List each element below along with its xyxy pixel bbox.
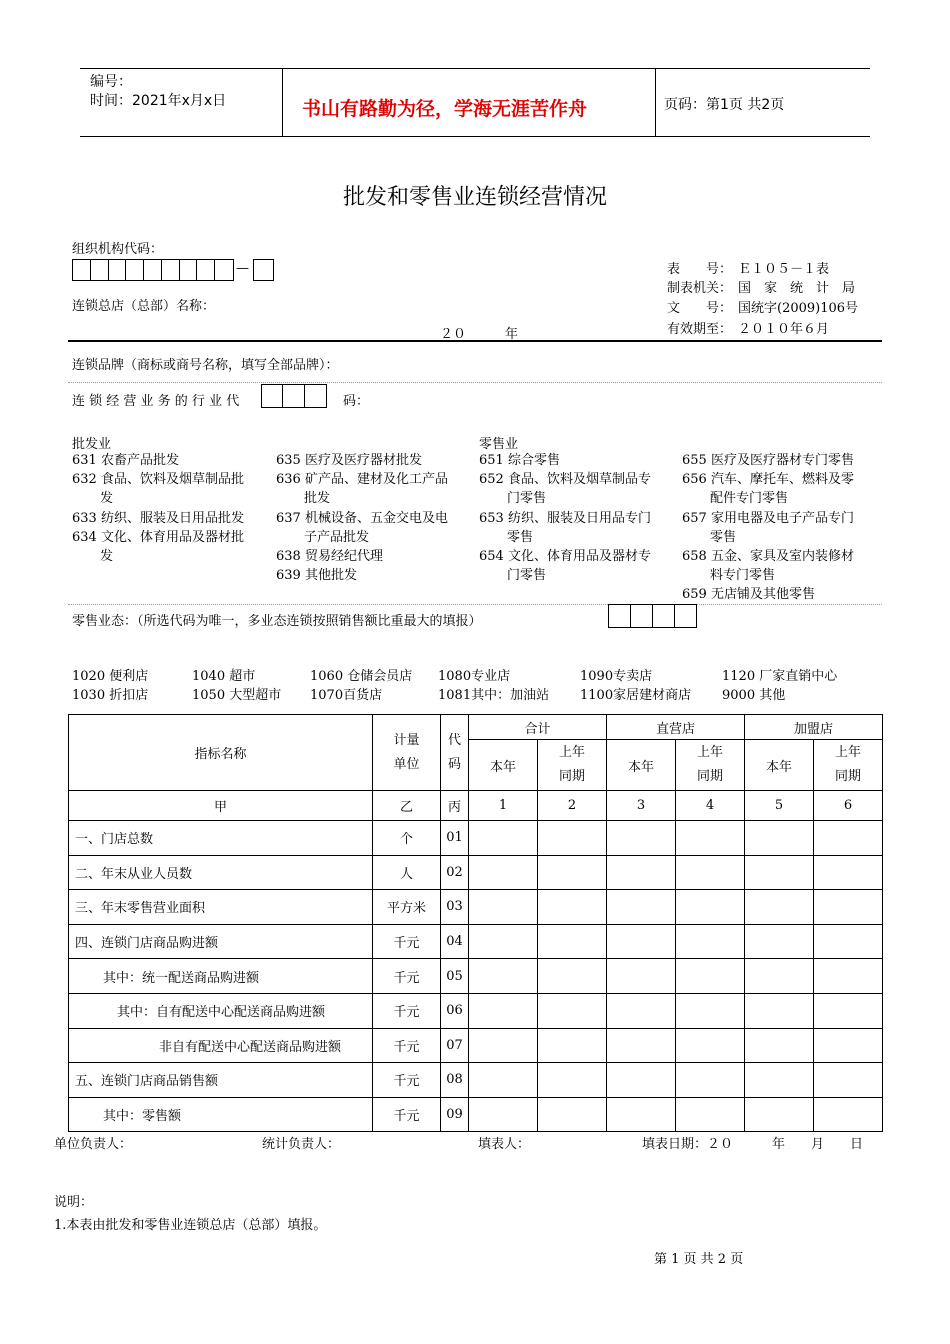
doc-no-label: 文 号： — [667, 301, 733, 316]
format-item: 1081其中：加油站 — [438, 688, 550, 703]
value-entry-cell[interactable] — [607, 821, 676, 856]
format-item: 1050 大型超市 — [192, 688, 282, 703]
industry-code-item: 651 综合零售 — [479, 453, 560, 468]
indicator-name: 三、年末零售营业面积 — [69, 890, 373, 925]
org-code-dash: — — [236, 261, 249, 276]
industry-code-item: 633 纺织、服装及日用品批发 — [72, 510, 244, 526]
wholesale-header: 批发业 — [72, 437, 112, 452]
format-item: 1040 超市 — [192, 669, 256, 684]
industry-code-item: 632 食品、饮料及烟草制品批 — [72, 472, 244, 488]
indicator-name: 其中：自有配送中心配送商品购进额 — [69, 993, 373, 1028]
industry-code-item: 发 — [100, 491, 114, 507]
format-item: 1080专业店 — [438, 669, 511, 684]
indicator-code: 05 — [441, 959, 469, 994]
value-entry-cell[interactable] — [676, 959, 745, 994]
industry-code-boxes[interactable] — [261, 384, 327, 408]
value-entry-cell[interactable] — [607, 890, 676, 925]
doc-no: 国统字(2009)106号 — [738, 301, 859, 316]
value-entry-cell[interactable] — [538, 924, 607, 959]
value-entry-cell[interactable] — [607, 1097, 676, 1132]
column-label-cell: 丙 — [441, 791, 469, 821]
industry-col-4 — [682, 451, 854, 605]
value-entry-cell[interactable] — [538, 959, 607, 994]
table-row — [69, 1063, 883, 1098]
value-entry-cell[interactable] — [814, 1063, 883, 1098]
value-entry-cell[interactable] — [814, 890, 883, 925]
value-entry-cell[interactable] — [607, 855, 676, 890]
industry-col-3 — [479, 451, 651, 585]
indicator-table — [68, 714, 883, 1132]
indicator-unit: 千元 — [373, 1097, 441, 1132]
table-row — [69, 855, 883, 890]
value-entry-cell[interactable] — [538, 821, 607, 856]
brand-divider — [68, 382, 882, 383]
format-item: 1060 仓储会员店 — [310, 669, 413, 684]
indicator-name: 其中：零售额 — [69, 1097, 373, 1132]
value-entry-cell[interactable] — [538, 1028, 607, 1063]
format-item: 1020 便利店 — [72, 669, 149, 684]
value-entry-cell[interactable] — [745, 993, 814, 1028]
industry-code-item: 656 汽车、摩托车、燃料及零 — [682, 472, 854, 488]
value-entry-cell[interactable] — [538, 890, 607, 925]
value-entry-cell[interactable] — [538, 993, 607, 1028]
retail-header: 零售业 — [479, 437, 519, 452]
industry-label: 连 锁 经 营 业 务 的 行 业 代 — [72, 394, 240, 409]
industry-code-item: 批发 — [304, 491, 331, 507]
retail-format-cell[interactable] — [675, 605, 696, 627]
format-item: 1070百货店 — [310, 688, 383, 703]
retail-format-boxes[interactable] — [608, 604, 697, 628]
industry-divider — [68, 604, 882, 605]
slogan: 书山有路勤为径，学海无涯苦作舟 — [302, 98, 588, 120]
industry-code-item: 料专门零售 — [710, 568, 776, 584]
org-code-cell[interactable] — [144, 260, 162, 280]
value-entry-cell[interactable] — [745, 1097, 814, 1132]
org-code-cell[interactable] — [109, 260, 127, 280]
indicator-unit: 人 — [373, 855, 441, 890]
value-entry-cell[interactable] — [676, 890, 745, 925]
org-code-cell[interactable] — [162, 260, 180, 280]
value-entry-cell[interactable] — [676, 924, 745, 959]
industry-code-item: 637 机械设备、五金交电及电 — [276, 510, 448, 526]
value-entry-cell[interactable] — [469, 1063, 538, 1098]
col-header-unit: 计量 单位 — [373, 715, 441, 791]
indicator-code: 08 — [441, 1063, 469, 1098]
fill-date-label: 填表日期：２０ 年 月 日 — [642, 1137, 864, 1152]
retail-format-label: 零售业态：（所选代码为唯一，多业态连锁按照销售额比重最大的填报） — [72, 614, 482, 629]
value-entry-cell[interactable] — [469, 890, 538, 925]
group-header-total: 合计 — [469, 715, 607, 740]
column-label-cell: 乙 — [373, 791, 441, 821]
table-no: Ｅ１０５－１表 — [738, 262, 830, 277]
column-label-cell: 5 — [745, 791, 814, 821]
column-label-cell: 2 — [538, 791, 607, 821]
format-item: 1090专卖店 — [580, 669, 653, 684]
value-entry-cell[interactable] — [538, 1097, 607, 1132]
value-entry-cell[interactable] — [745, 959, 814, 994]
column-label-cell: 4 — [676, 791, 745, 821]
report-year: ２０ 年 — [440, 327, 519, 342]
industry-code-item: 655 医疗及医疗器材专门零售 — [682, 453, 854, 468]
org-code-cell[interactable] — [91, 260, 109, 280]
org-code-cell[interactable] — [126, 260, 144, 280]
industry-code-item: 子产品批发 — [304, 529, 370, 545]
retail-format-cell[interactable] — [631, 605, 653, 627]
industry-col-2 — [276, 451, 448, 585]
org-code-label: 组织机构代码： — [72, 242, 164, 257]
industry-code-cell[interactable] — [262, 385, 283, 407]
value-entry-cell[interactable] — [469, 855, 538, 890]
col-header-name: 指标名称 — [69, 715, 373, 791]
table-row — [69, 924, 883, 959]
value-entry-cell[interactable] — [676, 855, 745, 890]
column-label-cell: 1 — [469, 791, 538, 821]
industry-code-item: 652 食品、饮料及烟草制品专 — [479, 472, 651, 488]
industry-code-item: 634 文化、体育用品及器材批 — [72, 529, 244, 545]
column-label-cell: 3 — [607, 791, 676, 821]
industry-code-item: 653 纺织、服装及日用品专门 — [479, 510, 651, 526]
industry-code-item: 零售 — [710, 529, 737, 545]
unit-head-label: 单位负责人： — [54, 1137, 133, 1152]
form-title: 批发和零售业连锁经营情况 — [342, 185, 607, 210]
value-entry-cell[interactable] — [469, 924, 538, 959]
indicator-unit: 千元 — [373, 993, 441, 1028]
format-item: 1030 折扣店 — [72, 688, 149, 703]
value-entry-cell[interactable] — [469, 1028, 538, 1063]
industry-code-item: 门零售 — [507, 491, 547, 507]
filler-label: 填表人： — [478, 1137, 531, 1152]
org-check-box[interactable] — [253, 259, 274, 281]
value-entry-cell[interactable] — [607, 959, 676, 994]
indicator-name: 一、门店总数 — [69, 821, 373, 856]
format-item: 1120 厂家直销中心 — [722, 669, 838, 684]
format-item: 9000 其他 — [722, 688, 786, 703]
hq-name-label: 连锁总店（总部）名称： — [72, 299, 216, 314]
value-entry-cell[interactable] — [607, 1063, 676, 1098]
indicator-unit: 千元 — [373, 1063, 441, 1098]
brand-label: 连锁品牌（商标或商号名称，填写全部品牌）： — [72, 358, 339, 373]
industry-code-item: 零售 — [507, 529, 534, 545]
value-entry-cell[interactable] — [814, 1028, 883, 1063]
indicator-code: 04 — [441, 924, 469, 959]
value-entry-cell[interactable] — [469, 821, 538, 856]
value-entry-cell[interactable] — [607, 993, 676, 1028]
indicator-code: 07 — [441, 1028, 469, 1063]
indicator-unit: 千元 — [373, 924, 441, 959]
industry-code-item: 631 农畜产品批发 — [72, 453, 179, 468]
issuer: 国 家 统 计 局 — [738, 281, 856, 296]
table-row — [69, 821, 883, 856]
indicator-code: 01 — [441, 821, 469, 856]
value-entry-cell[interactable] — [745, 890, 814, 925]
industry-code-item: 659 无店铺及其他零售 — [682, 587, 815, 603]
indicator-name: 其中：统一配送商品购进额 — [69, 959, 373, 994]
industry-code-item: 639 其他批发 — [276, 568, 357, 584]
indicator-name: 二、年末从业人员数 — [69, 855, 373, 890]
value-entry-cell[interactable] — [607, 924, 676, 959]
value-entry-cell[interactable] — [676, 1028, 745, 1063]
indicator-unit: 个 — [373, 821, 441, 856]
group-header-franchise: 加盟店 — [745, 715, 883, 740]
value-entry-cell[interactable] — [814, 821, 883, 856]
format-item: 1100家居建材商店 — [580, 688, 692, 703]
industry-code-item: 配件专门零售 — [710, 491, 789, 507]
col-header-this-year: 本年 — [607, 740, 676, 791]
industry-suffix: 码： — [343, 394, 370, 409]
org-check-cell[interactable] — [254, 260, 273, 280]
table-row — [69, 1097, 883, 1132]
page-footer: 第 1 页 共 2 页 — [654, 1252, 744, 1267]
date-line: 时间：2021年x月x日 — [90, 93, 227, 109]
indicator-code: 02 — [441, 855, 469, 890]
col-header-last-year: 上年 同期 — [538, 740, 607, 791]
valid-until-label: 有效期至： — [667, 322, 733, 337]
table-row — [69, 993, 883, 1028]
value-entry-cell[interactable] — [814, 924, 883, 959]
value-entry-cell[interactable] — [538, 1063, 607, 1098]
value-entry-cell[interactable] — [676, 821, 745, 856]
value-entry-cell[interactable] — [814, 993, 883, 1028]
retail-format-cell[interactable] — [653, 605, 675, 627]
value-entry-cell[interactable] — [676, 993, 745, 1028]
indicator-code: 03 — [441, 890, 469, 925]
org-code-cell[interactable] — [197, 260, 215, 280]
industry-code-item: 636 矿产品、建材及化工产品 — [276, 472, 448, 488]
retail-format-cell[interactable] — [609, 605, 631, 627]
valid-until: ２０１０年６月 — [738, 322, 830, 337]
industry-code-cell[interactable] — [283, 385, 304, 407]
value-entry-cell[interactable] — [676, 1097, 745, 1132]
indicator-code: 09 — [441, 1097, 469, 1132]
indicator-name: 非自有配送中心配送商品购进额 — [69, 1028, 373, 1063]
industry-code-item: 654 文化、体育用品及器材专 — [479, 549, 651, 565]
industry-col-1 — [72, 451, 244, 566]
value-entry-cell[interactable] — [745, 1063, 814, 1098]
value-entry-cell[interactable] — [745, 1028, 814, 1063]
value-entry-cell[interactable] — [814, 1097, 883, 1132]
org-code-boxes[interactable] — [72, 259, 234, 281]
industry-code-item: 638 贸易经纪代理 — [276, 549, 383, 565]
number-label: 编号： — [90, 74, 132, 90]
table-row — [69, 959, 883, 994]
value-entry-cell[interactable] — [469, 993, 538, 1028]
page-info: 页码：第1页 共2页 — [664, 97, 785, 113]
org-code-cell[interactable] — [215, 260, 233, 280]
stat-head-label: 统计负责人： — [262, 1137, 341, 1152]
issuer-label: 制表机关： — [667, 281, 733, 296]
col-header-this-year: 本年 — [469, 740, 538, 791]
notes-title: 说明： — [54, 1195, 94, 1210]
column-label-cell: 甲 — [69, 791, 373, 821]
value-entry-cell[interactable] — [745, 821, 814, 856]
table-row — [69, 1028, 883, 1063]
value-entry-cell[interactable] — [745, 924, 814, 959]
indicator-name: 四、连锁门店商品购进额 — [69, 924, 373, 959]
value-entry-cell[interactable] — [469, 959, 538, 994]
industry-code-item: 635 医疗及医疗器材批发 — [276, 453, 422, 468]
value-entry-cell[interactable] — [814, 855, 883, 890]
indicator-unit: 千元 — [373, 959, 441, 994]
col-header-last-year: 上年 同期 — [814, 740, 883, 791]
industry-code-item: 658 五金、家具及室内装修材 — [682, 549, 854, 565]
group-header-direct: 直营店 — [607, 715, 745, 740]
value-entry-cell[interactable] — [676, 1063, 745, 1098]
table-no-label: 表 号： — [667, 262, 733, 277]
industry-code-item: 发 — [100, 549, 114, 565]
industry-code-item: 657 家用电器及电子产品专门 — [682, 510, 854, 526]
indicator-unit: 平方米 — [373, 890, 441, 925]
table-row — [69, 890, 883, 925]
org-code-cell[interactable] — [180, 260, 198, 280]
industry-code-cell[interactable] — [305, 385, 326, 407]
indicator-name: 五、连锁门店商品销售额 — [69, 1063, 373, 1098]
indicator-code: 06 — [441, 993, 469, 1028]
value-entry-cell[interactable] — [469, 1097, 538, 1132]
value-entry-cell[interactable] — [745, 855, 814, 890]
col-header-this-year: 本年 — [745, 740, 814, 791]
section-rule — [68, 340, 882, 342]
indicator-unit: 千元 — [373, 1028, 441, 1063]
value-entry-cell[interactable] — [538, 855, 607, 890]
column-label-cell: 6 — [814, 791, 883, 821]
org-code-cell[interactable] — [73, 260, 91, 280]
col-header-code: 代 码 — [441, 715, 469, 791]
industry-code-item: 门零售 — [507, 568, 547, 584]
value-entry-cell[interactable] — [814, 959, 883, 994]
col-header-last-year: 上年 同期 — [676, 740, 745, 791]
note-1: 1.本表由批发和零售业连锁总店（总部）填报。 — [54, 1218, 327, 1233]
value-entry-cell[interactable] — [607, 1028, 676, 1063]
